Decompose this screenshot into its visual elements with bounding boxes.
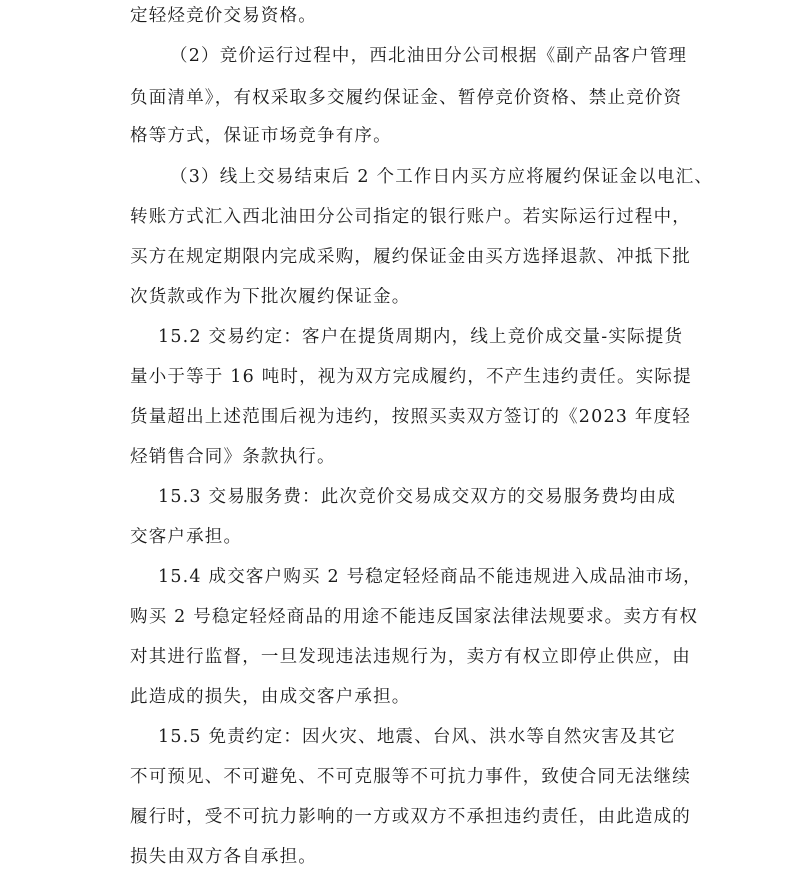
text-line: 格等方式，保证市场竞争有序。 [130,126,392,146]
text-line: 损失由双方各自承担。 [130,847,317,867]
text-line: 对其进行监督，一旦发现违法违规行为，卖方有权立即停止供应，由 [130,647,691,667]
text-line: 负面清单》，有权采取多交履约保证金、暂停竞价资格、禁止竞价资 [130,88,683,108]
text-line: 定轻烃竞价交易资格。 [130,6,317,26]
text-line: 购买 2 号稳定轻烃商品的用途不能违反国家法律法规要求。卖方有权 [130,607,699,627]
text-line: 交客户承担。 [130,527,243,547]
text-line: 15.3 交易服务费：此次竞价交易成交双方的交易服务费均由成 [158,487,677,507]
text-line: 货量超出上述范围后视为违约，按照买卖双方签订的《2023 年度轻 [130,407,691,427]
text-line: 15.2 交易约定：客户在提货周期内，线上竞价成交量-实际提货 [158,327,684,347]
text-line: 不可预见、不可避免、不可克服等不可抗力事件，致使合同无法继续 [130,767,691,787]
text-line: 烃销售合同》条款执行。 [130,447,336,467]
text-line: 转账方式汇入西北油田分公司指定的银行账户。若实际运行过程中， [130,207,691,227]
text-line: 履行时，受不可抗力影响的一方或双方不承担违约责任，由此造成的 [130,807,691,827]
text-line: （3）线上交易结束后 2 个工作日内买方应将履约保证金以电汇、 [170,167,714,187]
text-line: 15.4 成交客户购买 2 号稳定轻烃商品不能违规进入成品油市场， [158,567,702,587]
text-line: 次货款或作为下批次履约保证金。 [130,287,411,307]
text-line: 买方在规定期限内完成采购，履约保证金由买方选择退款、冲抵下批 [130,247,691,267]
text-line: 量小于等于 16 吨时，视为双方完成履约，不产生违约责任。实际提 [130,367,692,387]
text-line: 15.5 免责约定：因火灾、地震、台风、洪水等自然灾害及其它 [158,727,677,747]
text-line: （2）竞价运行过程中，西北油田分公司根据《副产品客户管理 [170,46,688,66]
text-line: 此造成的损失，由成交客户承担。 [130,687,411,707]
